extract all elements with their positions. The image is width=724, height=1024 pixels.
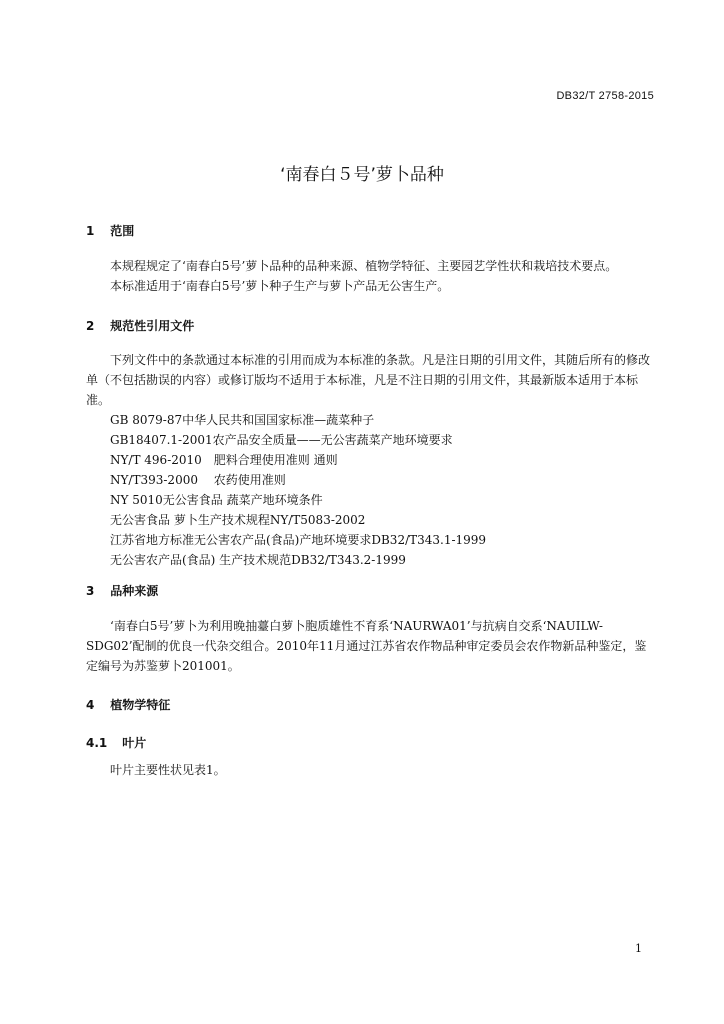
paragraph: 叶片主要性状见表1。 <box>110 763 226 777</box>
section-title: 规范性引用文件 <box>110 319 195 333</box>
paragraph: 本标准适用于‘南春白5号’萝卜种子生产与萝卜产品无公害生产。 <box>110 279 450 293</box>
reference-item: GB 8079-87中华人民共和国国家标准—蔬菜种子 <box>110 413 375 427</box>
subsection-heading-4-1 <box>86 734 146 751</box>
section-number: 4 <box>86 698 95 712</box>
section-heading-1 <box>86 222 134 239</box>
section-number: 2 <box>86 319 95 333</box>
reference-item: NY 5010无公害食品 蔬菜产地环境条件 <box>110 493 323 507</box>
section-number: 3 <box>86 584 95 598</box>
section-title: 植物学特征 <box>110 698 171 712</box>
page-number: 1 <box>635 942 642 955</box>
section-title: 叶片 <box>122 736 147 750</box>
reference-item: 江苏省地方标准无公害农产品(食品)产地环境要求DB32/T343.1-1999 <box>110 533 487 547</box>
section-number: 1 <box>86 224 95 238</box>
section-number: 4.1 <box>86 736 108 750</box>
reference-item: NY/T393-2000 农药使用准则 <box>110 473 286 487</box>
document-title: ‘南春白５号’萝卜品种 <box>280 165 444 185</box>
document-code: DB32/T 2758-2015 <box>556 90 654 102</box>
reference-item: NY/T 496-2010 肥料合理使用准则 通则 <box>110 453 338 467</box>
section-heading-3 <box>86 582 158 599</box>
paragraph: 下列文件中的条款通过本标准的引用而成为本标准的条款。凡是注日期的引用文件，其随后所有的修改单（不包括勘误的内容）或修订版均不适用于本标准，凡是不注日期的引用文件，其最新版本适用于本标准。 <box>86 353 651 407</box>
reference-item: 无公害农产品(食品) 生产技术规范DB32/T343.2-1999 <box>110 553 406 567</box>
reference-item: GB18407.1-2001农产品安全质量——无公害蔬菜产地环境要求 <box>110 433 453 447</box>
section-heading-2 <box>86 317 194 334</box>
reference-item: 无公害食品 萝卜生产技术规程NY/T5083-2002 <box>110 513 366 527</box>
section-title: 品种来源 <box>110 584 159 598</box>
paragraph: 本规程规定了‘南春白5号’萝卜品种的品种来源、植物学特征、主要园艺学性状和栽培技术要点。 <box>110 259 618 273</box>
section-title: 范围 <box>110 224 135 238</box>
section-heading-4 <box>86 696 170 713</box>
paragraph: ‘南春白5号’萝卜为利用晚抽薹白萝卜胞质雄性不育系‘NAURWA01’与抗病自交系‘NAUILW-SDG02’配制的优良一代杂交组合。2010年11月通过江苏省农作物品种审定委员会农作物新品种鉴定，鉴定编号为苏鉴萝卜201001。 <box>86 619 647 673</box>
